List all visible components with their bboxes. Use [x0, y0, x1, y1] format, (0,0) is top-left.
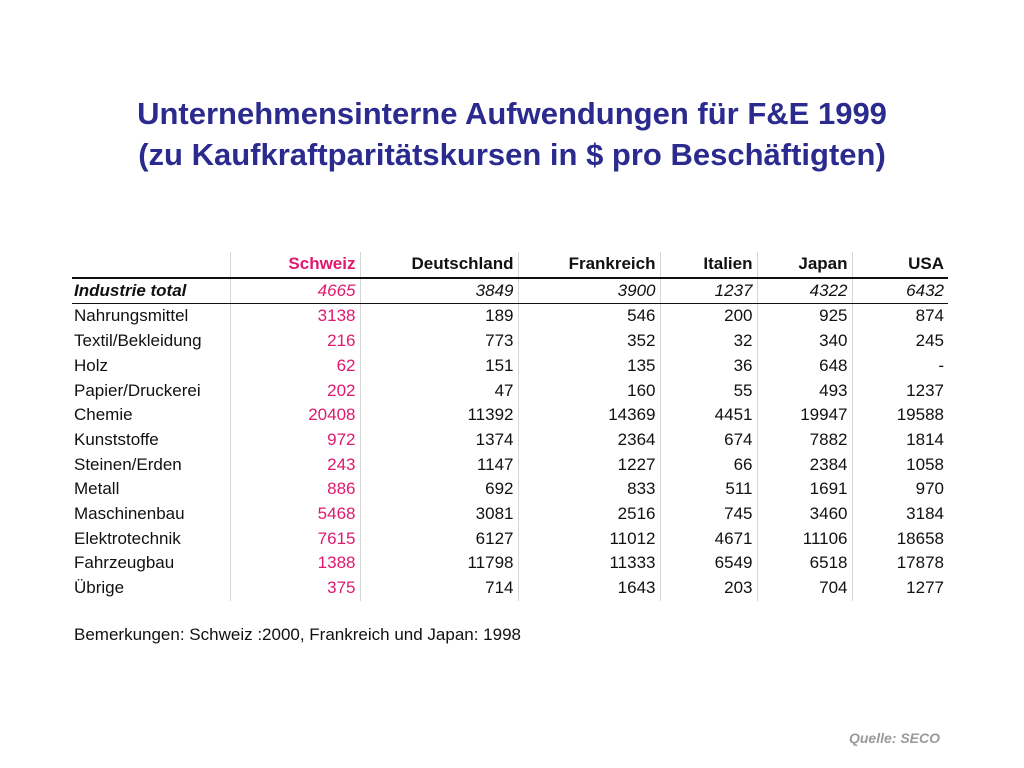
cell-usa: 1058: [852, 453, 948, 478]
cell-japan: 2384: [757, 453, 852, 478]
cell-schweiz: 886: [230, 477, 360, 502]
cell-deutschland: 714: [360, 576, 518, 601]
cell-schweiz: 4665: [230, 278, 360, 304]
cell-japan: 7882: [757, 428, 852, 453]
cell-schweiz: 216: [230, 329, 360, 354]
cell-usa: 18658: [852, 527, 948, 552]
cell-japan: 340: [757, 329, 852, 354]
rd-expenditure-table: [72, 252, 948, 601]
cell-schweiz: 5468: [230, 502, 360, 527]
header-deutschland: Deutschland: [360, 252, 518, 278]
table-row: [72, 527, 948, 552]
cell-schweiz: 7615: [230, 527, 360, 552]
cell-schweiz: 1388: [230, 551, 360, 576]
table-row: [72, 551, 948, 576]
row-label: Maschinenbau: [74, 504, 185, 524]
cell-italien: 36: [660, 354, 757, 379]
cell-frankreich: 11333: [518, 551, 660, 576]
remarks-note: Bemerkungen: Schweiz :2000, Frankreich und Japan: 1998: [74, 625, 521, 644]
row-label: Chemie: [74, 405, 133, 425]
cell-usa: 874: [852, 304, 948, 329]
header-frankreich: Frankreich: [518, 252, 660, 278]
cell-japan: 6518: [757, 551, 852, 576]
cell-italien: 745: [660, 502, 757, 527]
table-header-row: [72, 252, 948, 278]
cell-usa: 6432: [852, 278, 948, 304]
cell-schweiz: 3138: [230, 304, 360, 329]
cell-deutschland: 11798: [360, 551, 518, 576]
cell-japan: 493: [757, 379, 852, 404]
cell-italien: 66: [660, 453, 757, 478]
table-row: [72, 502, 948, 527]
cell-japan: 648: [757, 354, 852, 379]
cell-deutschland: 189: [360, 304, 518, 329]
cell-schweiz: 202: [230, 379, 360, 404]
cell-italien: 674: [660, 428, 757, 453]
table-row: [72, 453, 948, 478]
cell-deutschland: 47: [360, 379, 518, 404]
title-line-2: (zu Kaufkraftparitätskursen in $ pro Beschäftigten): [138, 137, 886, 172]
header-schweiz: Schweiz: [230, 252, 360, 278]
cell-japan: 4322: [757, 278, 852, 304]
cell-frankreich: 2516: [518, 502, 660, 527]
cell-frankreich: 14369: [518, 403, 660, 428]
cell-schweiz: 62: [230, 354, 360, 379]
cell-frankreich: 2364: [518, 428, 660, 453]
cell-usa: 19588: [852, 403, 948, 428]
table-row: [72, 354, 948, 379]
row-label: Fahrzeugbau: [74, 553, 175, 573]
row-label: Nahrungsmittel: [74, 306, 189, 326]
cell-italien: 200: [660, 304, 757, 329]
table-row: [72, 379, 948, 404]
cell-deutschland: 1374: [360, 428, 518, 453]
cell-italien: 1237: [660, 278, 757, 304]
header-italien: Italien: [660, 252, 757, 278]
row-label: Kunststoffe: [74, 429, 159, 449]
cell-italien: 32: [660, 329, 757, 354]
cell-usa: 1814: [852, 428, 948, 453]
cell-italien: 4671: [660, 527, 757, 552]
row-label: Metall: [74, 479, 120, 499]
cell-usa: -: [852, 354, 948, 379]
cell-japan: 925: [757, 304, 852, 329]
cell-frankreich: 1643: [518, 576, 660, 601]
table-row: [72, 403, 948, 428]
cell-usa: 245: [852, 329, 948, 354]
header-empty: [72, 252, 230, 278]
row-label: Holz: [74, 355, 109, 375]
table-row: [72, 304, 948, 329]
title-line-1: Unternehmensinterne Aufwendungen für F&E 1999: [137, 96, 887, 131]
cell-frankreich: 11012: [518, 527, 660, 552]
cell-frankreich: 352: [518, 329, 660, 354]
cell-italien: 4451: [660, 403, 757, 428]
cell-italien: 6549: [660, 551, 757, 576]
cell-frankreich: 3900: [518, 278, 660, 304]
row-label: Papier/Druckerei: [74, 380, 201, 400]
header-japan: Japan: [757, 252, 852, 278]
cell-italien: 55: [660, 379, 757, 404]
cell-schweiz: 243: [230, 453, 360, 478]
cell-japan: 11106: [757, 527, 852, 552]
cell-japan: 1691: [757, 477, 852, 502]
cell-japan: 704: [757, 576, 852, 601]
cell-frankreich: 135: [518, 354, 660, 379]
cell-schweiz: 20408: [230, 403, 360, 428]
cell-deutschland: 1147: [360, 453, 518, 478]
table-row: [72, 576, 948, 601]
cell-deutschland: 773: [360, 329, 518, 354]
row-label: Übrige: [74, 578, 125, 598]
table-row: [72, 329, 948, 354]
cell-japan: 19947: [757, 403, 852, 428]
cell-frankreich: 1227: [518, 453, 660, 478]
total-row: [72, 278, 948, 304]
table-row: [72, 477, 948, 502]
cell-deutschland: 692: [360, 477, 518, 502]
cell-deutschland: 3849: [360, 278, 518, 304]
cell-usa: 3184: [852, 502, 948, 527]
row-label: Industrie total: [72, 278, 230, 304]
cell-frankreich: 546: [518, 304, 660, 329]
cell-usa: 1277: [852, 576, 948, 601]
cell-usa: 1237: [852, 379, 948, 404]
row-label: Steinen/Erden: [74, 454, 182, 474]
cell-frankreich: 833: [518, 477, 660, 502]
row-label: Textil/Bekleidung: [74, 331, 202, 351]
source-label: Quelle: SECO: [848, 730, 940, 746]
cell-usa: 17878: [852, 551, 948, 576]
cell-japan: 3460: [757, 502, 852, 527]
row-label: Elektrotechnik: [74, 528, 181, 548]
cell-schweiz: 972: [230, 428, 360, 453]
cell-frankreich: 160: [518, 379, 660, 404]
cell-deutschland: 11392: [360, 403, 518, 428]
cell-deutschland: 3081: [360, 502, 518, 527]
cell-deutschland: 151: [360, 354, 518, 379]
cell-italien: 511: [660, 477, 757, 502]
cell-italien: 203: [660, 576, 757, 601]
table-row: [72, 428, 948, 453]
cell-deutschland: 6127: [360, 527, 518, 552]
header-usa: USA: [852, 252, 948, 278]
cell-schweiz: 375: [230, 576, 360, 601]
slide-title: [0, 93, 1024, 175]
cell-usa: 970: [852, 477, 948, 502]
